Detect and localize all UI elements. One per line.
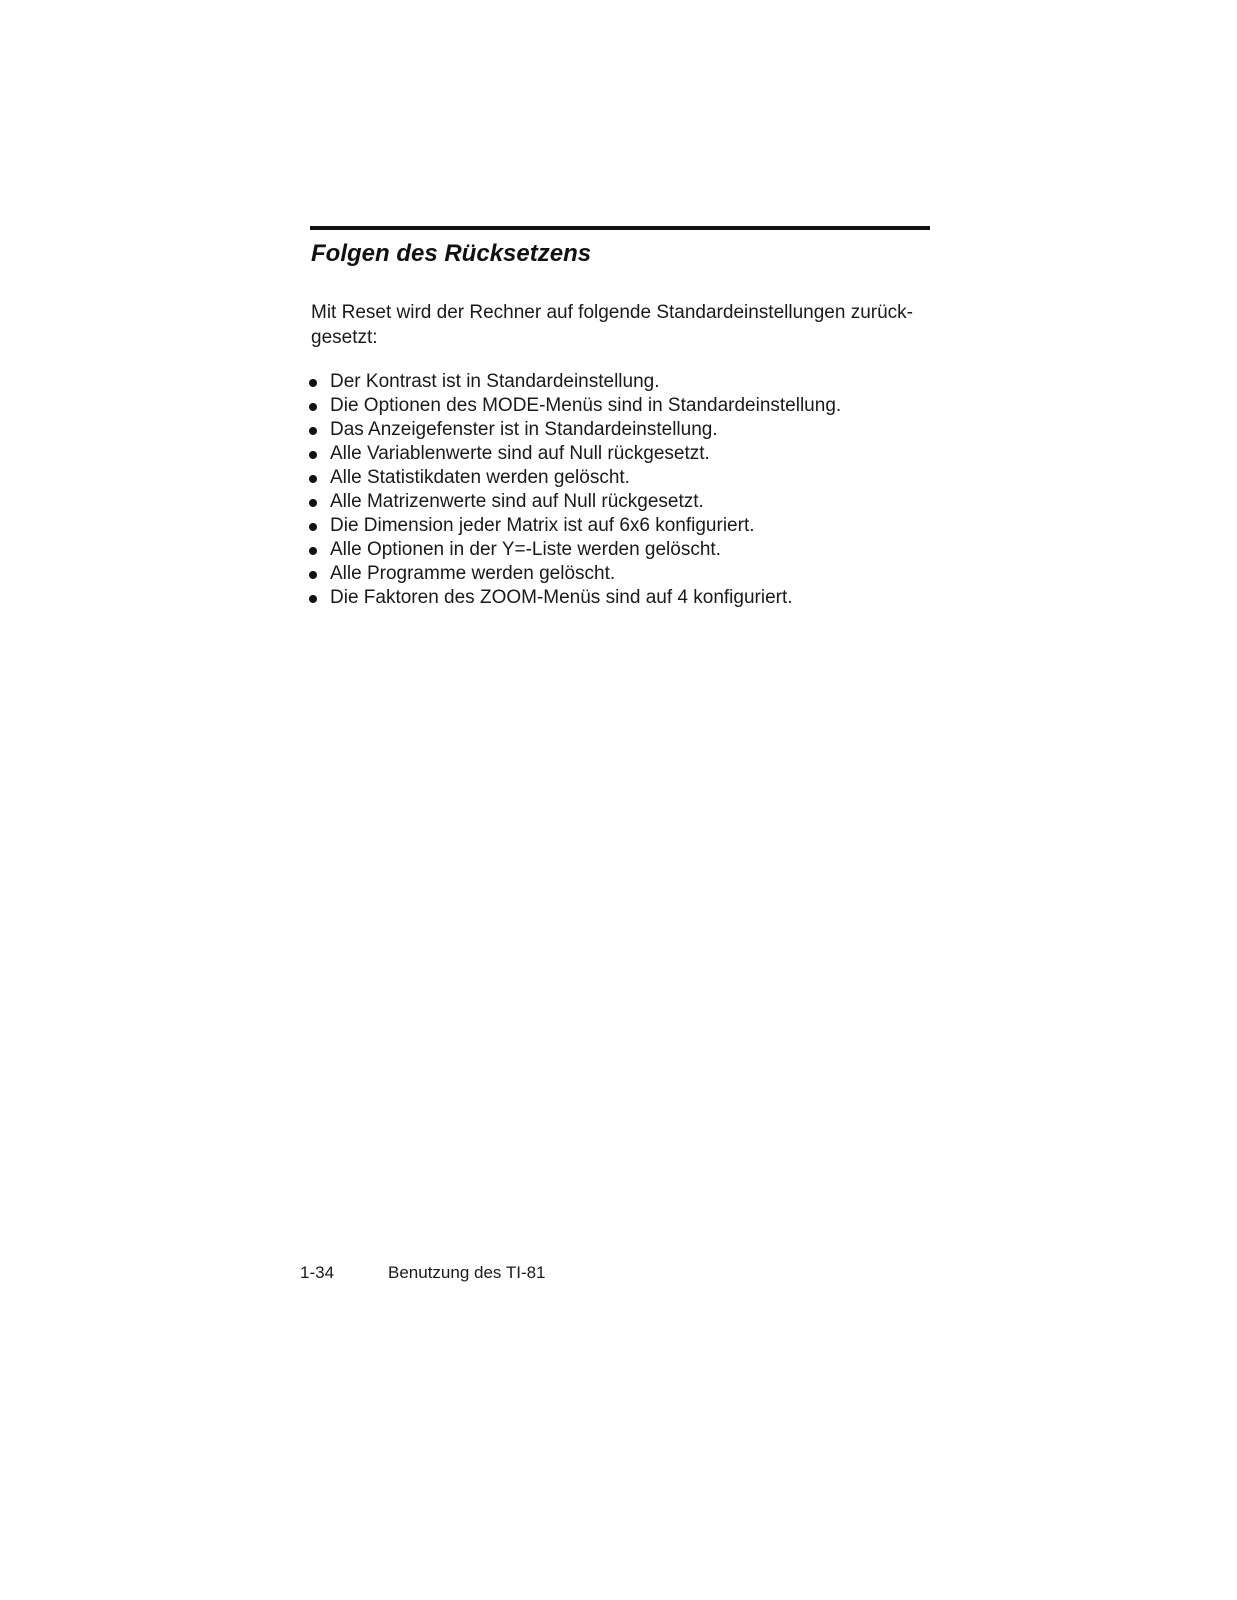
list-item (306, 538, 841, 562)
list-item (306, 394, 841, 418)
list-item (306, 514, 841, 538)
list-item-text: Alle Optionen in der Y=-Liste werden gelöscht. (330, 539, 721, 560)
list-item-text: Alle Programme werden gelöscht. (330, 563, 616, 584)
bullet-icon (309, 451, 317, 459)
bullet-icon (309, 547, 317, 555)
list-item (306, 586, 841, 610)
bullet-icon (309, 595, 317, 603)
list-item-text: Das Anzeigefenster ist in Standardeinstellung. (330, 419, 718, 440)
list-item-text: Die Optionen des MODE-Menüs sind in Standardeinstellung. (330, 395, 842, 416)
bullet-icon (309, 403, 317, 411)
intro-line: gesetzt: (311, 327, 378, 348)
intro-line: Mit Reset wird der Rechner auf folgende Standardeinstellungen zurück- (311, 302, 913, 323)
page-number: 1-34 (300, 1263, 335, 1282)
intro-paragraph (311, 300, 951, 350)
bullet-icon (309, 571, 317, 579)
list-item-text: Die Dimension jeder Matrix ist auf 6x6 konfiguriert. (330, 515, 755, 536)
list-item-text: Alle Statistikdaten werden gelöscht. (330, 467, 630, 488)
list-item (306, 490, 841, 514)
list-item (306, 442, 841, 466)
bullet-icon (309, 475, 317, 483)
list-item (306, 370, 841, 394)
list-item-text: Alle Variablenwerte sind auf Null rückgesetzt. (330, 443, 710, 464)
list-item-text: Alle Matrizenwerte sind auf Null rückgesetzt. (330, 491, 704, 512)
bullet-icon (309, 379, 317, 387)
list-item-text: Der Kontrast ist in Standardeinstellung. (330, 371, 660, 392)
section-heading: Folgen des Rücksetzens (311, 240, 592, 267)
bullet-icon (309, 427, 317, 435)
list-item-text: Die Faktoren des ZOOM-Menüs sind auf 4 konfiguriert. (330, 587, 793, 608)
bullet-icon (309, 499, 317, 507)
section-rule (310, 226, 930, 230)
list-item (306, 562, 841, 586)
reset-effects-list (306, 370, 841, 610)
list-item (306, 466, 841, 490)
list-item (306, 418, 841, 442)
bullet-icon (309, 523, 317, 531)
footer-book-title: Benutzung des TI-81 (388, 1263, 546, 1282)
